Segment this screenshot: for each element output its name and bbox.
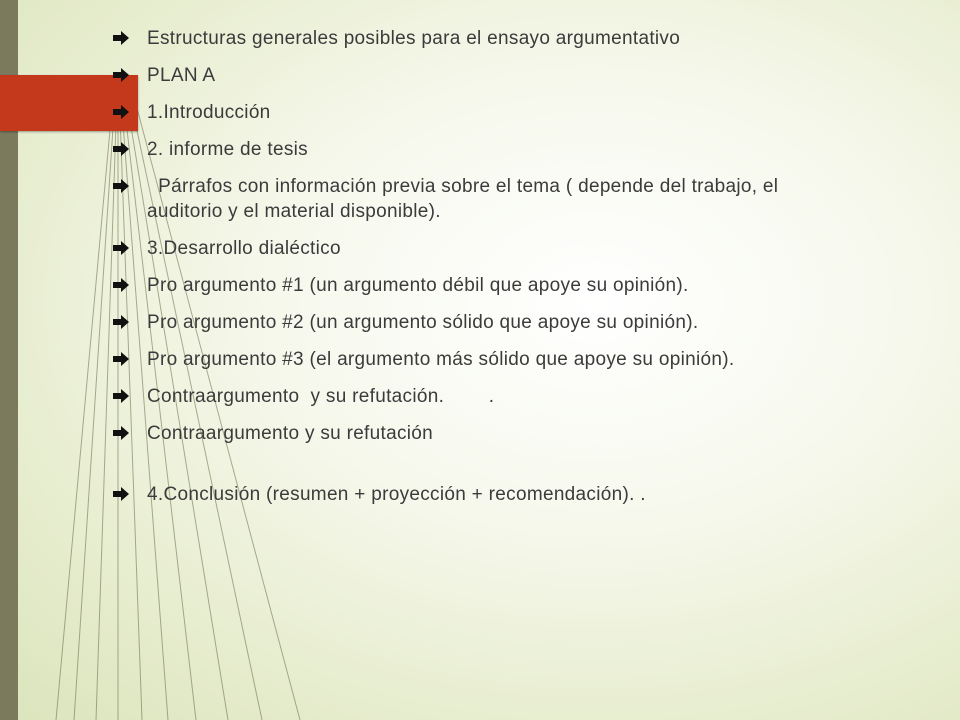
bullet-text: Contraargumento y su refutación: [147, 423, 434, 444]
bullet-text: Contraargumento y su refutación. .: [147, 386, 495, 407]
arrow-right-icon: [112, 103, 130, 121]
bullet-list: [112, 26, 802, 519]
arrow-right-icon: [112, 350, 130, 368]
bullet-item: [112, 482, 802, 507]
bullet-text: 3.Desarrollo dialéctico: [147, 238, 341, 259]
bullet-text: 1.Introducción: [147, 102, 271, 123]
arrow-right-icon: [112, 485, 130, 503]
bullet-item: [112, 100, 802, 125]
arrow-right-icon: [112, 387, 130, 405]
arrow-right-icon: [112, 29, 130, 47]
bullet-item: [112, 174, 802, 224]
bullet-item: [112, 137, 802, 162]
bullet-item: [112, 310, 802, 335]
bullet-item: [112, 26, 802, 51]
arrow-right-icon: [112, 66, 130, 84]
bullet-text: 2. informe de tesis: [147, 139, 308, 160]
bullet-item: [112, 384, 802, 409]
bullet-text: Pro argumento #1 (un argumento débil que apoye su opinión).: [147, 275, 689, 296]
bullet-text: Pro argumento #2 (un argumento sólido que apoye su opinión).: [147, 312, 699, 333]
bullet-text: Pro argumento #3 (el argumento más sólido que apoye su opinión).: [147, 349, 735, 370]
bullet-item: [112, 63, 802, 88]
bullet-text: PLAN A: [147, 65, 216, 86]
arrow-right-icon: [112, 424, 130, 442]
bullet-text: Párrafos con información previa sobre el tema ( depende del trabajo, el auditorio y el material disponible).: [147, 176, 784, 222]
arrow-right-icon: [112, 276, 130, 294]
arrow-right-icon: [112, 140, 130, 158]
arrow-right-icon: [112, 177, 130, 195]
bullet-item: [112, 273, 802, 298]
bullet-text: 4.Conclusión (resumen + proyección + recomendación). .: [147, 484, 646, 505]
bullet-item: [112, 347, 802, 372]
bullet-text: Estructuras generales posibles para el ensayo argumentativo: [147, 28, 681, 49]
bullet-item: [112, 421, 802, 446]
arrow-right-icon: [112, 239, 130, 257]
bullet-item: [112, 236, 802, 261]
arrow-right-icon: [112, 313, 130, 331]
